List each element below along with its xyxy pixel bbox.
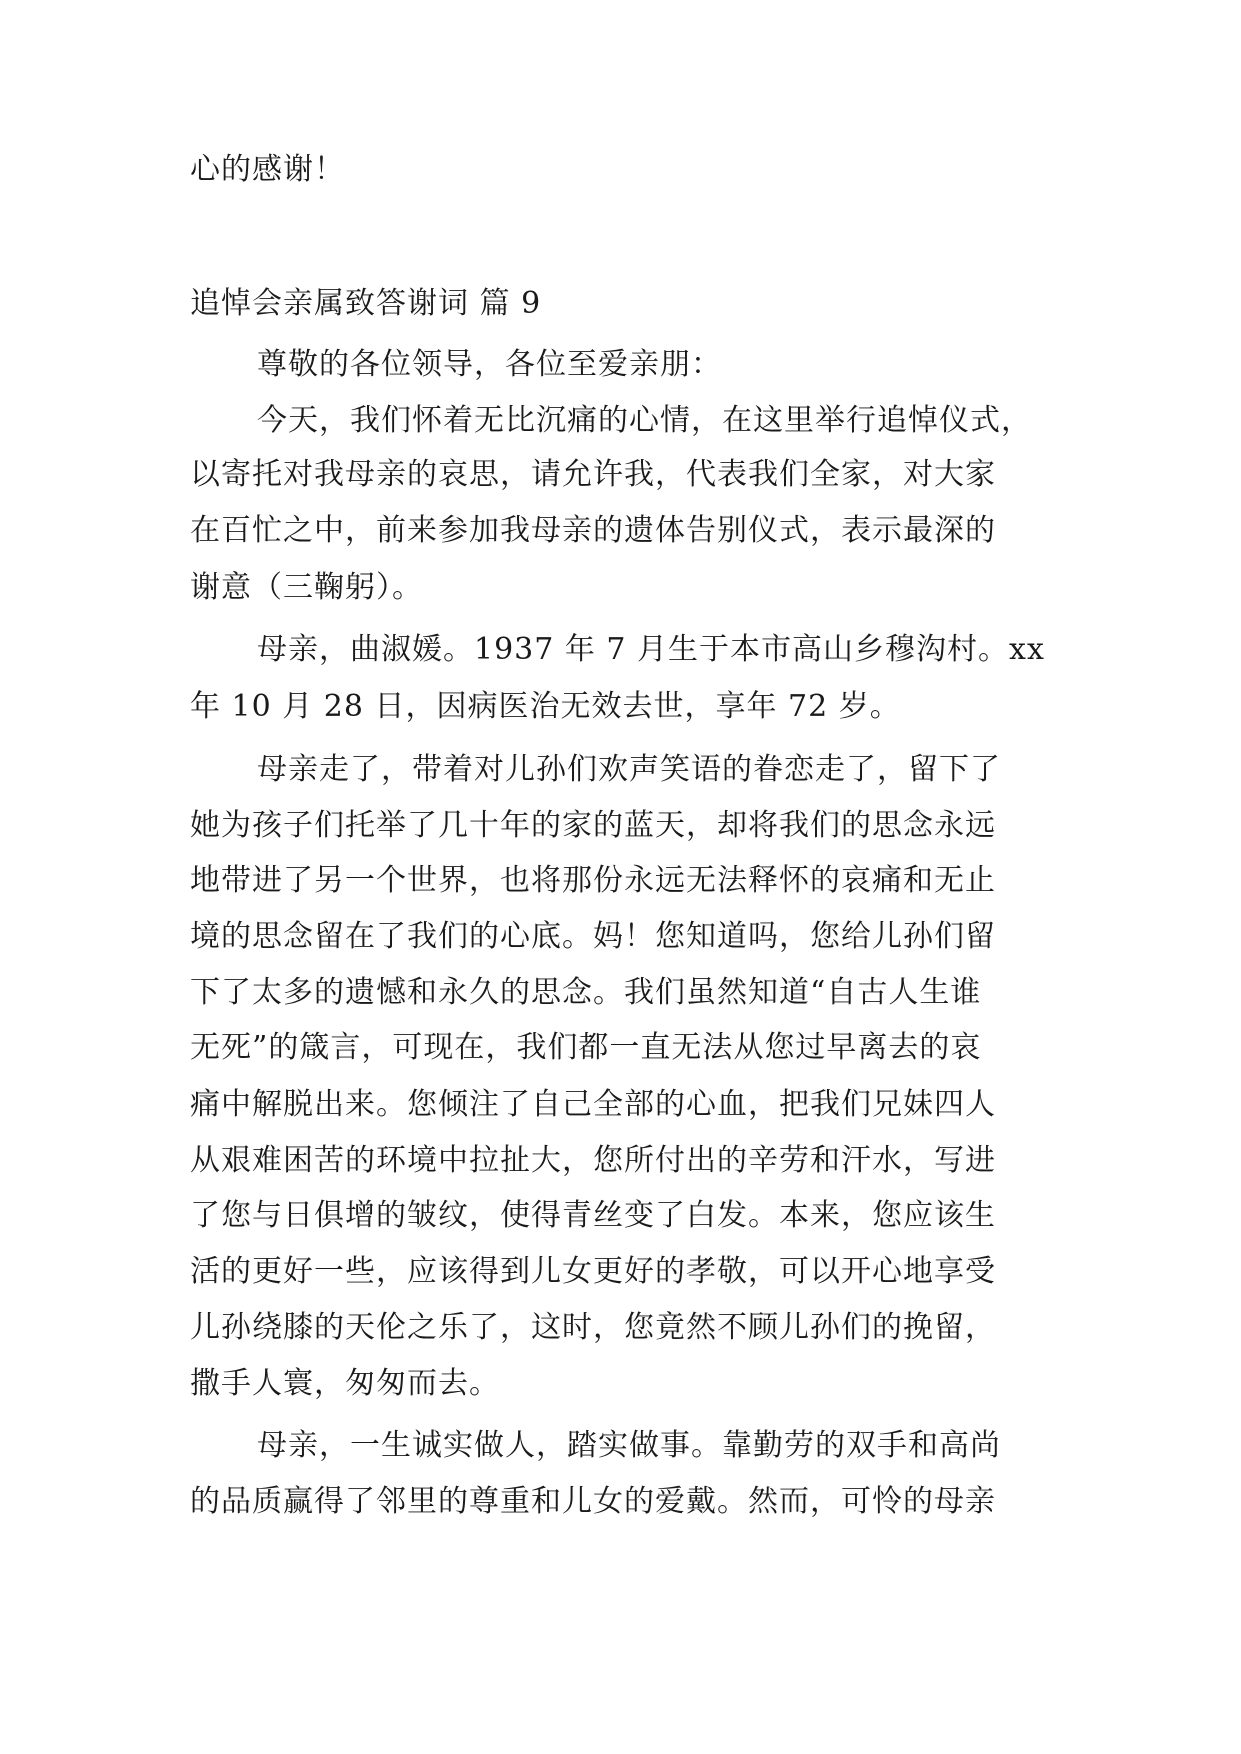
text-line: 母亲，曲淑媛。1937 年 7 月生于本市高山乡穆沟村。xx [257, 632, 1045, 667]
text-line: 今天，我们怀着无比沉痛的心情，在这里举行追悼仪式， [257, 403, 1032, 438]
text-line: 下了太多的遗憾和永久的思念。我们虽然知道“自古人生谁 [190, 975, 982, 1010]
text-line: 撒手人寰，匆匆而去。 [190, 1366, 500, 1401]
text-line: 从艰难困苦的环境中拉扯大，您所付出的辛劳和汗水，写进 [190, 1143, 996, 1178]
text-line: 活的更好一些，应该得到儿女更好的孝敬，可以开心地享受 [190, 1254, 996, 1289]
salutation: 尊敬的各位领导，各位至爱亲朋： [257, 347, 722, 382]
text-line: 地带进了另一个世界，也将那份永远无法释怀的哀痛和无止 [190, 863, 996, 898]
text-line: 年 10 月 28 日，因病医治无效去世，享年 72 岁。 [190, 689, 901, 724]
text-line: 儿孙绕膝的天伦之乐了，这时，您竟然不顾儿孙们的挽留， [190, 1310, 996, 1345]
text-line: 母亲，一生诚实做人，踏实做事。靠勤劳的双手和高尚 [257, 1428, 1001, 1463]
text-line: 以寄托对我母亲的哀思，请允许我，代表我们全家，对大家 [190, 457, 996, 492]
text-line: 的品质赢得了邻里的尊重和儿女的爱戴。然而，可怜的母亲 [190, 1484, 996, 1519]
text-line: 母亲走了，带着对儿孙们欢声笑语的眷恋走了，留下了 [257, 752, 1001, 787]
text-line: 她为孩子们托举了几十年的家的蓝天，却将我们的思念永远 [190, 808, 996, 843]
text-line: 了您与日俱增的皱纹，使得青丝变了白发。本来，您应该生 [190, 1198, 996, 1233]
section-title: 追悼会亲属致答谢词 篇 9 [190, 286, 542, 321]
text-line: 在百忙之中，前来参加我母亲的遗体告别仪式，表示最深的 [190, 513, 996, 548]
text-line: 痛中解脱出来。您倾注了自己全部的心血，把我们兄妹四人 [190, 1087, 996, 1122]
text-line: 无死”的箴言，可现在，我们都一直无法从您过早离去的哀 [190, 1030, 982, 1065]
text-line: 心的感谢！ [190, 152, 345, 187]
text-line: 谢意（三鞠躬）。 [190, 570, 423, 605]
text-line: 境的思念留在了我们的心底。妈！您知道吗，您给儿孙们留 [190, 919, 996, 954]
